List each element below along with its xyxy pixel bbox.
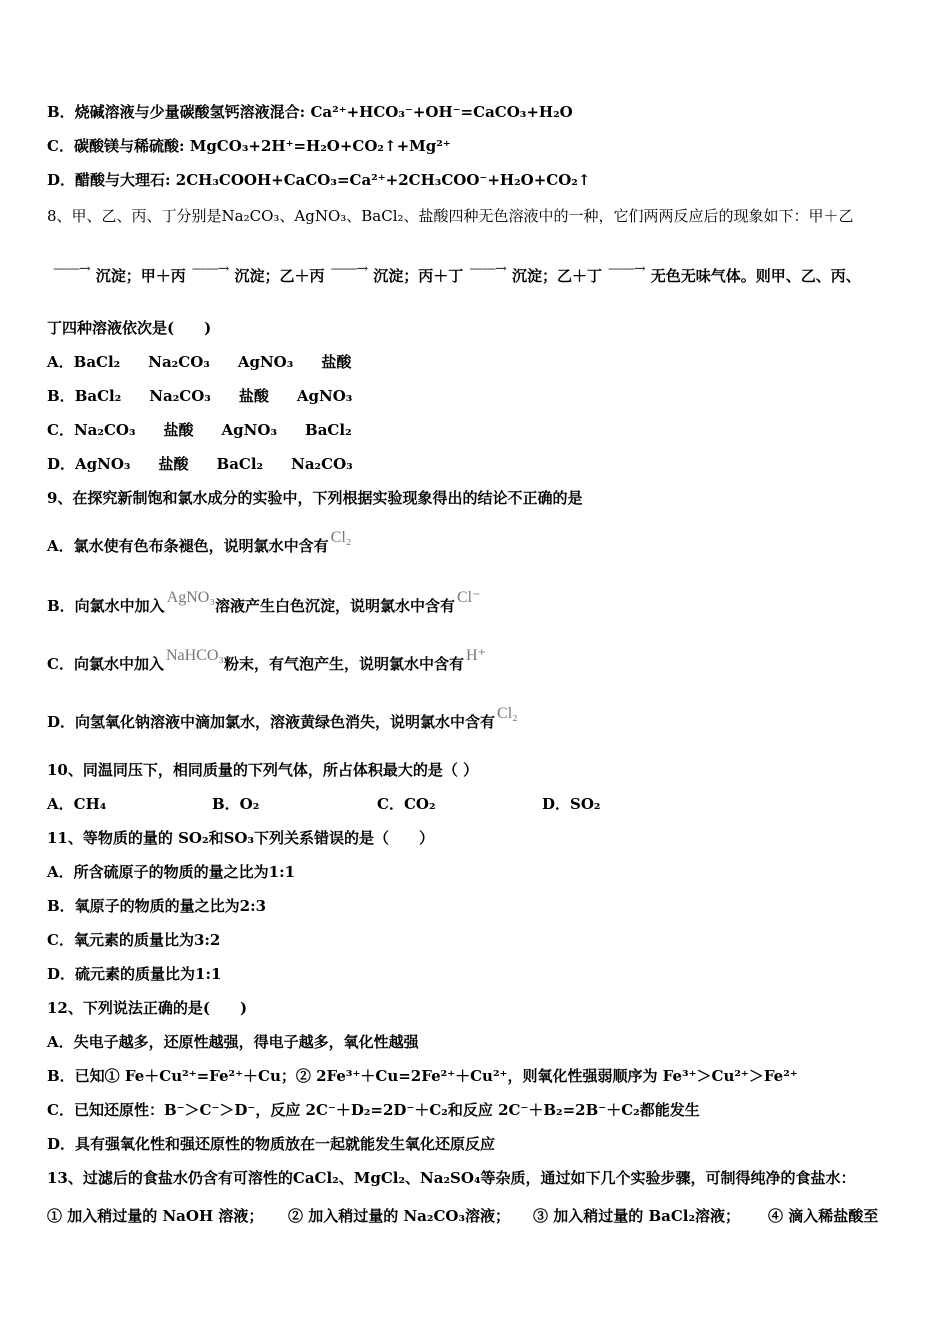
q11-option-d: D．硫元素的质量比为1:1 bbox=[47, 965, 222, 983]
q10-stem-text: 10、同温同压下，相同质量的下列气体，所占体积最大的是（ ） bbox=[47, 761, 479, 779]
reaction-arrow-icon: ——→ bbox=[469, 261, 506, 277]
q9-option-a-formula: Cl₂ bbox=[330, 529, 352, 546]
q9-option-b-formula: Cl⁻ bbox=[456, 589, 481, 606]
q7-option-c-label: C．碳酸镁与稀硫酸: bbox=[47, 137, 185, 155]
q9-option-c-pre: C．向氯水中加入 bbox=[47, 655, 164, 673]
q13-stem bbox=[47, 1168, 856, 1188]
reaction-arrow-icon: ——→ bbox=[330, 261, 368, 277]
q9-option-a-text: A．氯水使有色布条褪色，说明氯水中含有 bbox=[47, 537, 329, 555]
q7-option-d bbox=[47, 170, 590, 190]
q9-option-c-reagent: NaHCO₃ bbox=[165, 647, 224, 664]
q7-option-b bbox=[47, 102, 573, 122]
q10-option-d: D．SO₂ bbox=[542, 795, 601, 813]
q9-option-b-reagent: AgNO₃ bbox=[166, 589, 215, 606]
q9-option-c-formula: H⁺ bbox=[465, 647, 486, 664]
q8-stem bbox=[47, 206, 854, 226]
q9-option-b bbox=[47, 589, 481, 617]
option-item: AgNO₃ bbox=[296, 387, 353, 405]
q8-option-a bbox=[47, 352, 351, 372]
q9-stem bbox=[47, 488, 582, 508]
q9-option-c bbox=[47, 647, 486, 675]
q9-option-d-text: D．向氢氧化钠溶液中滴加氯水，溶液黄绿色消失，说明氯水中含有 bbox=[47, 713, 496, 731]
q9-stem-text: 9、在探究新制饱和氯水成分的实验中，下列根据实验现象得出的结论不正确的是 bbox=[47, 489, 583, 507]
q10-option-a: A．CH₄ bbox=[47, 795, 107, 813]
q13-stem-text: 13、过滤后的食盐水仍含有可溶性的CaCl₂、MgCl₂、Na₂SO₄等杂质，通过如下几个实验步骤，可制得纯净的食盐水： bbox=[47, 1169, 856, 1187]
q11-stem-text: 11、等物质的量的 SO₂和SO₃下列关系错误的是（ ） bbox=[47, 829, 435, 847]
q9-option-c-post: 粉末，有气泡产生，说明氯水中含有 bbox=[223, 655, 464, 673]
q12-stem bbox=[47, 998, 247, 1018]
q10-option-c: C．CO₂ bbox=[377, 795, 436, 813]
option-item: Na₂CO₃ bbox=[73, 421, 136, 439]
option-item: Na₂CO₃ bbox=[291, 455, 353, 473]
q8-option-d bbox=[47, 454, 353, 474]
q12-option-d: D．具有强氧化性和强还原性的物质放在一起就能发生氧化还原反应 bbox=[47, 1135, 496, 1153]
q12-option-a: A．失电子越多，还原性越强，得电子越多，氧化性越强 bbox=[47, 1033, 419, 1051]
option-key: D． bbox=[47, 455, 76, 473]
reaction-arrow-icon: ——→ bbox=[191, 261, 229, 277]
option-item: 盐酸 bbox=[163, 421, 194, 439]
q11-option-b: B．氧原子的物质的量之比为2:3 bbox=[47, 897, 267, 915]
q8-reaction-3: 沉淀；丙＋丁 bbox=[373, 267, 464, 285]
option-item: 盐酸 bbox=[238, 387, 269, 405]
q11-option-c: C．氧元素的质量比为3:2 bbox=[47, 931, 221, 949]
q9-option-d-formula: Cl₂ bbox=[497, 705, 518, 722]
q10-stem bbox=[47, 760, 478, 780]
option-key: A． bbox=[47, 353, 74, 371]
q8-reaction-1: 沉淀；甲＋丙 bbox=[95, 267, 186, 285]
option-key: C． bbox=[47, 421, 74, 439]
q8-reaction-5: 无色无味气体。则甲、乙、丙、 bbox=[650, 267, 861, 285]
option-item: BaCl₂ bbox=[73, 353, 121, 371]
option-item: BaCl₂ bbox=[74, 387, 122, 405]
q11-option-a: A．所含硫原子的物质的量之比为1:1 bbox=[47, 863, 296, 881]
q8-option-b bbox=[47, 386, 352, 406]
q8-reaction-2: 沉淀；乙＋丙 bbox=[234, 267, 325, 285]
reaction-arrow-icon: ——→ bbox=[608, 261, 645, 277]
option-key: B． bbox=[47, 387, 75, 405]
q9-option-b-post: 溶液产生白色沉淀，说明氯水中含有 bbox=[214, 597, 455, 615]
reaction-arrow-icon: ——→ bbox=[53, 261, 90, 277]
q7-option-b-equation: Ca²⁺+HCO₃⁻+OH⁻=CaCO₃+H₂O bbox=[310, 103, 573, 121]
option-item: AgNO₃ bbox=[237, 353, 294, 371]
option-item: 盐酸 bbox=[321, 353, 352, 371]
q7-option-c-equation: MgCO₃+2H⁺=H₂O+CO₂↑+Mg²⁺ bbox=[189, 137, 451, 155]
q13-step-3: ③ 加入稍过量的 BaCl₂溶液； bbox=[533, 1207, 741, 1225]
q10-option-b: B．O₂ bbox=[212, 795, 260, 813]
q9-option-d bbox=[47, 705, 518, 733]
q7-option-d-label: D．醋酸与大理石: bbox=[47, 171, 171, 189]
q7-option-d-equation: 2CH₃COOH+CaCO₃=Ca²⁺+2CH₃COO⁻+H₂O+CO₂↑ bbox=[175, 171, 591, 189]
option-item: Na₂CO₃ bbox=[148, 353, 210, 371]
q13-step-2: ② 加入稍过量的 Na₂CO₃溶液； bbox=[288, 1207, 511, 1225]
q8-reactions bbox=[47, 261, 861, 287]
option-item: Na₂CO₃ bbox=[149, 387, 211, 405]
q8-stem-line1: 8、甲、乙、丙、丁分别是Na₂CO₃、AgNO₃、BaCl₂、盐酸四种无色溶液中的一种，它们两两反应后的现象如下：甲＋乙 bbox=[47, 207, 854, 225]
option-item: BaCl₂ bbox=[305, 421, 352, 439]
option-item: BaCl₂ bbox=[216, 455, 264, 473]
q8-stem-line3 bbox=[47, 318, 211, 338]
q13-step-1: ① 加入稍过量的 NaOH 溶液； bbox=[47, 1207, 264, 1225]
option-item: AgNO₃ bbox=[75, 455, 131, 473]
q8-option-c bbox=[47, 420, 352, 440]
option-item: 盐酸 bbox=[158, 455, 189, 473]
q12-stem-text: 12、下列说法正确的是( ) bbox=[47, 999, 248, 1017]
q7-option-b-label: B．烧碱溶液与少量碳酸氢钙溶液混合: bbox=[47, 103, 306, 121]
q11-stem bbox=[47, 828, 434, 848]
q13-step-4: ④ 滴入稀盐酸至 bbox=[768, 1207, 879, 1225]
q8-reaction-4: 沉淀；乙＋丁 bbox=[511, 267, 602, 285]
q7-option-c bbox=[47, 136, 451, 156]
q9-option-a bbox=[47, 529, 352, 557]
q8-stem-line3-text: 丁四种溶液依次是( ) bbox=[47, 319, 212, 337]
q12-option-b: B．已知① Fe＋Cu²⁺=Fe²⁺＋Cu；② 2Fe³⁺＋Cu=2Fe²⁺＋Cu²⁺，则氧化性强弱顺序为 Fe³⁺＞Cu²⁺＞Fe²⁺ bbox=[47, 1067, 798, 1085]
q12-option-c: C．已知还原性：B⁻＞C⁻＞D⁻，反应 2C⁻＋D₂=2D⁻＋C₂和反应 2C⁻＋B₂=2B⁻＋C₂都能发生 bbox=[47, 1101, 700, 1119]
q9-option-b-pre: B．向氯水中加入 bbox=[47, 597, 165, 615]
option-item: AgNO₃ bbox=[221, 421, 278, 439]
